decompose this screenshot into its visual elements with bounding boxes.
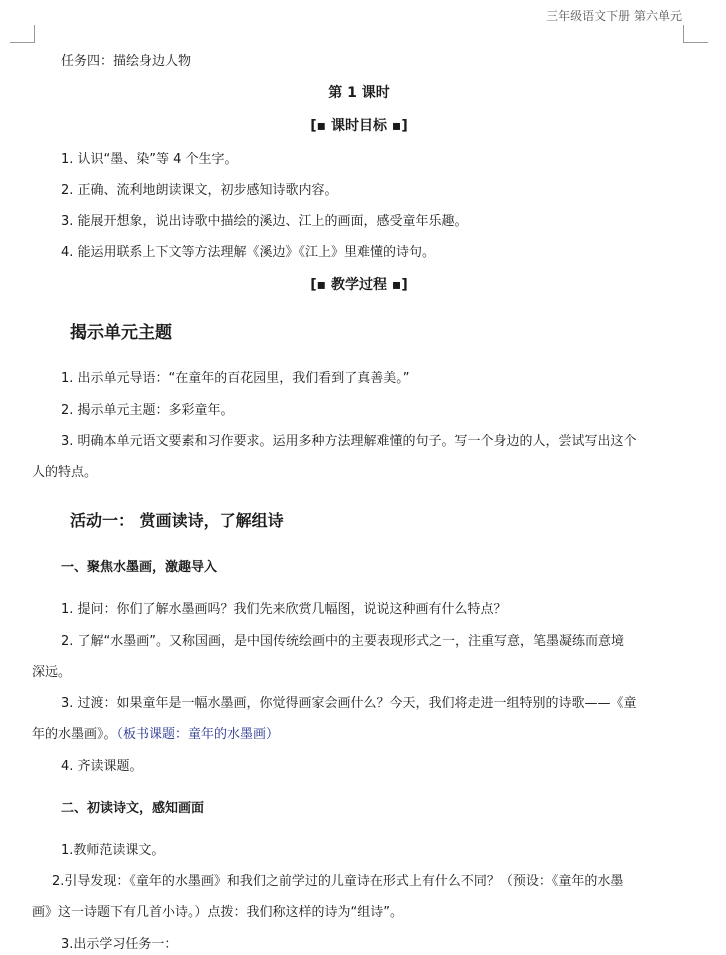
unit-item-cont: 人的特点。 xyxy=(32,465,98,480)
activity-heading: 活动一： 赏画读诗，了解组诗 xyxy=(70,511,284,530)
list-item-cont: 深远。 xyxy=(32,665,72,680)
list-item: 2. 了解“水墨画”。又称国画，是中国传统绘画中的主要表现形式之一，注重写意，笔墨凝练而意境 xyxy=(61,634,625,649)
board-note: （板书课题：童年的水墨画） xyxy=(116,727,280,742)
text-span: 年的水墨画》。 xyxy=(32,727,117,742)
list-item: 2.引导发现：《童年的水墨画》和我们之前学过的儿童诗在形式上有什么不同？（预设：《童年的水墨 xyxy=(52,874,624,889)
list-item-cont xyxy=(32,723,279,742)
lesson-title: 第 1 课时 xyxy=(328,85,390,101)
list-item-cont: 画》这一诗题下有几首小诗。）点拨：我们称这样的诗为“组诗”。 xyxy=(32,905,403,920)
unit-heading: 揭示单元主题 xyxy=(70,323,172,343)
crop-mark-right xyxy=(683,25,684,42)
crop-mark-right-h xyxy=(683,42,708,43)
objective-item: 4. 能运用联系上下文等方法理解《溪边》《江上》里难懂的诗句。 xyxy=(61,245,436,260)
list-item: 1.教师范读课文。 xyxy=(61,843,165,858)
unit-item: 3. 明确本单元语文要素和习作要求。运用多种方法理解难懂的句子。写一个身边的人，尝试写出这个 xyxy=(61,434,637,449)
crop-mark-left xyxy=(34,25,35,42)
section-heading: 一、聚焦水墨画，激趣导入 xyxy=(61,560,218,575)
task-title: 任务四：描绘身边人物 xyxy=(61,54,192,69)
unit-item: 1. 出示单元导语：“在童年的百花园里，我们看到了真善美。” xyxy=(61,371,410,386)
list-item: 4. 齐读课题。 xyxy=(61,759,143,774)
page-header: 三年级语文下册 第六单元 xyxy=(546,9,682,23)
objective-item: 1. 认识“墨、染”等 4 个生字。 xyxy=(61,152,238,167)
process-title: [▪ 教学过程 ▪] xyxy=(310,277,408,293)
crop-mark-left-h xyxy=(10,42,35,43)
objectives-title: [▪ 课时目标 ▪] xyxy=(310,118,408,134)
list-item: 3.出示学习任务一： xyxy=(61,937,178,952)
list-item: 1. 提问：你们了解水墨画吗？我们先来欣赏几幅图，说说这种画有什么特点？ xyxy=(61,602,507,617)
objective-item: 3. 能展开想象，说出诗歌中描绘的溪边、江上的画面，感受童年乐趣。 xyxy=(61,214,468,229)
unit-item: 2. 揭示单元主题：多彩童年。 xyxy=(61,403,234,418)
list-item: 3. 过渡：如果童年是一幅水墨画，你觉得画家会画什么？今天，我们将走进一组特别的诗歌——《童 xyxy=(61,696,637,711)
section-heading: 二、初读诗文，感知画面 xyxy=(61,801,205,816)
objective-item: 2. 正确、流利地朗读课文，初步感知诗歌内容。 xyxy=(61,183,338,198)
